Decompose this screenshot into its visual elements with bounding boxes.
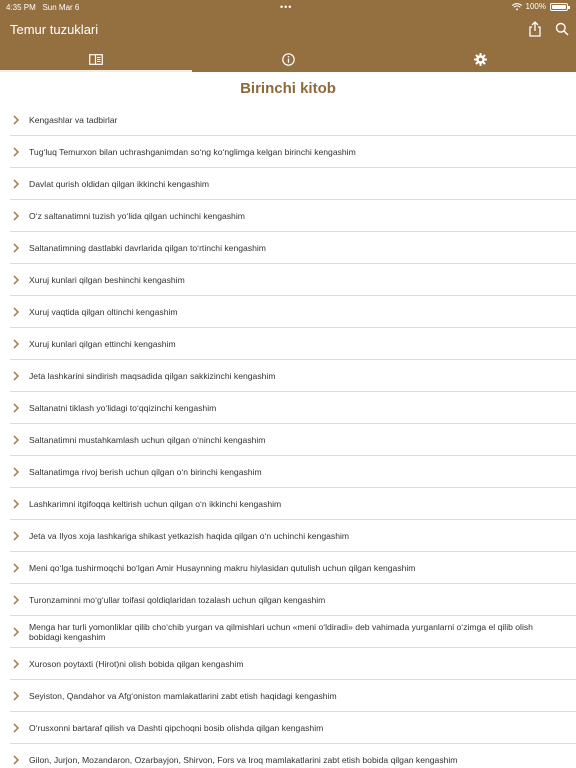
list-item[interactable] <box>10 584 576 616</box>
chevron-right-icon <box>12 435 20 445</box>
list-item-label: Saltanatimning dastlabki davrlarida qilgan toʻrtinchi kengashim <box>29 242 266 253</box>
section-title: Birinchi kitob <box>240 80 336 97</box>
list-item[interactable] <box>10 552 576 584</box>
chevron-right-icon <box>12 659 20 669</box>
battery-percent: 100% <box>525 2 546 11</box>
list-item[interactable] <box>10 456 576 488</box>
chevron-right-icon <box>12 563 20 573</box>
status-bar <box>0 0 576 14</box>
list-item[interactable] <box>10 360 576 392</box>
list-item[interactable] <box>10 296 576 328</box>
status-time-date <box>6 3 79 12</box>
tab-settings[interactable] <box>384 46 576 72</box>
list-item[interactable] <box>10 232 576 264</box>
chevron-right-icon <box>12 403 20 413</box>
list-item[interactable] <box>10 520 576 552</box>
book-icon <box>89 54 103 65</box>
list-item-label: Oʻrusxonni bartaraf qilish va Dashti qipchoqni bosib olishda qilgan kengashim <box>29 722 324 733</box>
battery-icon <box>550 3 568 11</box>
list-item-label: Xuruj kunlari qilgan ettinchi kengashim <box>29 338 176 349</box>
list-item[interactable] <box>10 680 576 712</box>
share-button[interactable] <box>526 20 544 38</box>
chevron-right-icon <box>12 243 20 253</box>
list-item-label: Xuruj kunlari qilgan beshinchi kengashim <box>29 274 185 285</box>
list-item-label: Lashkarimni itgifoqqa keltirish uchun qilgan oʻn ikkinchi kengashim <box>29 498 282 509</box>
chevron-right-icon <box>12 531 20 541</box>
tab-bar <box>0 46 576 72</box>
status-right <box>512 2 568 11</box>
chevron-right-icon <box>12 211 20 221</box>
app-title: Temur tuzuklari <box>10 22 99 37</box>
chevron-right-icon <box>12 499 20 509</box>
chevron-right-icon <box>12 115 20 125</box>
chevron-right-icon <box>12 371 20 381</box>
search-button[interactable] <box>553 20 571 38</box>
wifi-icon <box>512 3 522 11</box>
gear-icon <box>474 53 487 66</box>
list-item-label: Seyiston, Qandahor va Afgʻoniston mamlakatlarini zabt etish haqidagi kengashim <box>29 690 337 701</box>
list-item-label: Saltanatni tiklash yoʻlidagi toʻqqizinchi kengashim <box>29 402 217 413</box>
list-item[interactable] <box>10 392 576 424</box>
app-header <box>0 0 576 72</box>
chevron-right-icon <box>12 627 20 637</box>
list-item-label: Turonzaminni moʻgʻullar toifasi qoldiqlaridan tozalash uchun qilgan kengashim <box>29 594 326 605</box>
chevron-right-icon <box>12 307 20 317</box>
chevron-right-icon <box>12 275 20 285</box>
multitasking-dots[interactable]: ••• <box>280 2 293 12</box>
share-icon <box>528 21 542 37</box>
list-item-label: Gilon, Jurjon, Mozandaron, Ozarbayjon, Shirvon, Fors va Iroq mamlakatlarini zabt etish bobida qilgan kengashim <box>29 754 458 765</box>
status-date: Sun Mar 6 <box>42 3 80 12</box>
list-item-label: Meni qoʻlga tushirmoqchi boʻlgan Amir Husaynning makru hiylasidan qutulish uchun qilgan kengashim <box>29 562 416 573</box>
list-item[interactable] <box>10 424 576 456</box>
list-item[interactable] <box>10 488 576 520</box>
tab-book[interactable] <box>0 46 192 72</box>
list-item[interactable] <box>10 104 576 136</box>
list-item[interactable] <box>10 328 576 360</box>
list-item-label: Jeta va Ilyos xoja lashkariga shikast yetkazish haqida qilgan oʻn uchinchi kengashim <box>29 530 350 541</box>
list-item[interactable] <box>10 712 576 744</box>
list-item[interactable] <box>10 168 576 200</box>
chevron-right-icon <box>12 691 20 701</box>
list-item-label: Kengashlar va tadbirlar <box>29 114 118 125</box>
chevron-right-icon <box>12 179 20 189</box>
list-item-label: Davlat qurish oldidan qilgan ikkinchi kengashim <box>29 178 210 189</box>
list-item-label: Xuroson poytaxti (Hirot)ni olish bobida qilgan kengashim <box>29 658 244 669</box>
chevron-right-icon <box>12 147 20 157</box>
list-item[interactable] <box>10 264 576 296</box>
list-item-label: Saltanatimga rivoj berish uchun qilgan oʻn birinchi kengashim <box>29 466 262 477</box>
list-item-label: Tugʻluq Temurxon bilan uchrashganimdan soʻng koʻnglimga kelgan birinchi kengashim <box>29 146 356 157</box>
list-item[interactable] <box>10 200 576 232</box>
list-item-label: Xuruj vaqtida qilgan oltinchi kengashim <box>29 306 178 317</box>
list-item-label: Oʻz saltanatimni tuzish yoʻlida qilgan uchinchi kengashim <box>29 210 245 221</box>
search-icon <box>555 22 569 36</box>
chevron-right-icon <box>12 467 20 477</box>
tab-info[interactable] <box>192 46 384 72</box>
list-item[interactable] <box>10 616 576 648</box>
chevron-right-icon <box>12 595 20 605</box>
chevron-right-icon <box>12 723 20 733</box>
list-item-label: Saltanatimni mustahkamlash uchun qilgan oʻninchi kengashim <box>29 434 266 445</box>
list-item-label: Menga har turli yomonliklar qilib choʻchib yurgan va qilmishlari uchun «meni oʻldiradi» deb vahimada yurganlarni oʻzimga el qilib olish bobidagi kengashim <box>29 621 533 642</box>
chevron-right-icon <box>12 755 20 765</box>
list-item[interactable] <box>10 648 576 680</box>
list-item-label: Jeta lashkarini sindirish maqsadida qilgan sakkizinchi kengashim <box>29 370 276 381</box>
info-icon <box>282 53 295 66</box>
chevron-right-icon <box>12 339 20 349</box>
status-time: 4:35 PM <box>6 3 36 12</box>
chapter-list <box>0 104 576 768</box>
list-item[interactable] <box>10 744 576 768</box>
list-item[interactable] <box>10 136 576 168</box>
